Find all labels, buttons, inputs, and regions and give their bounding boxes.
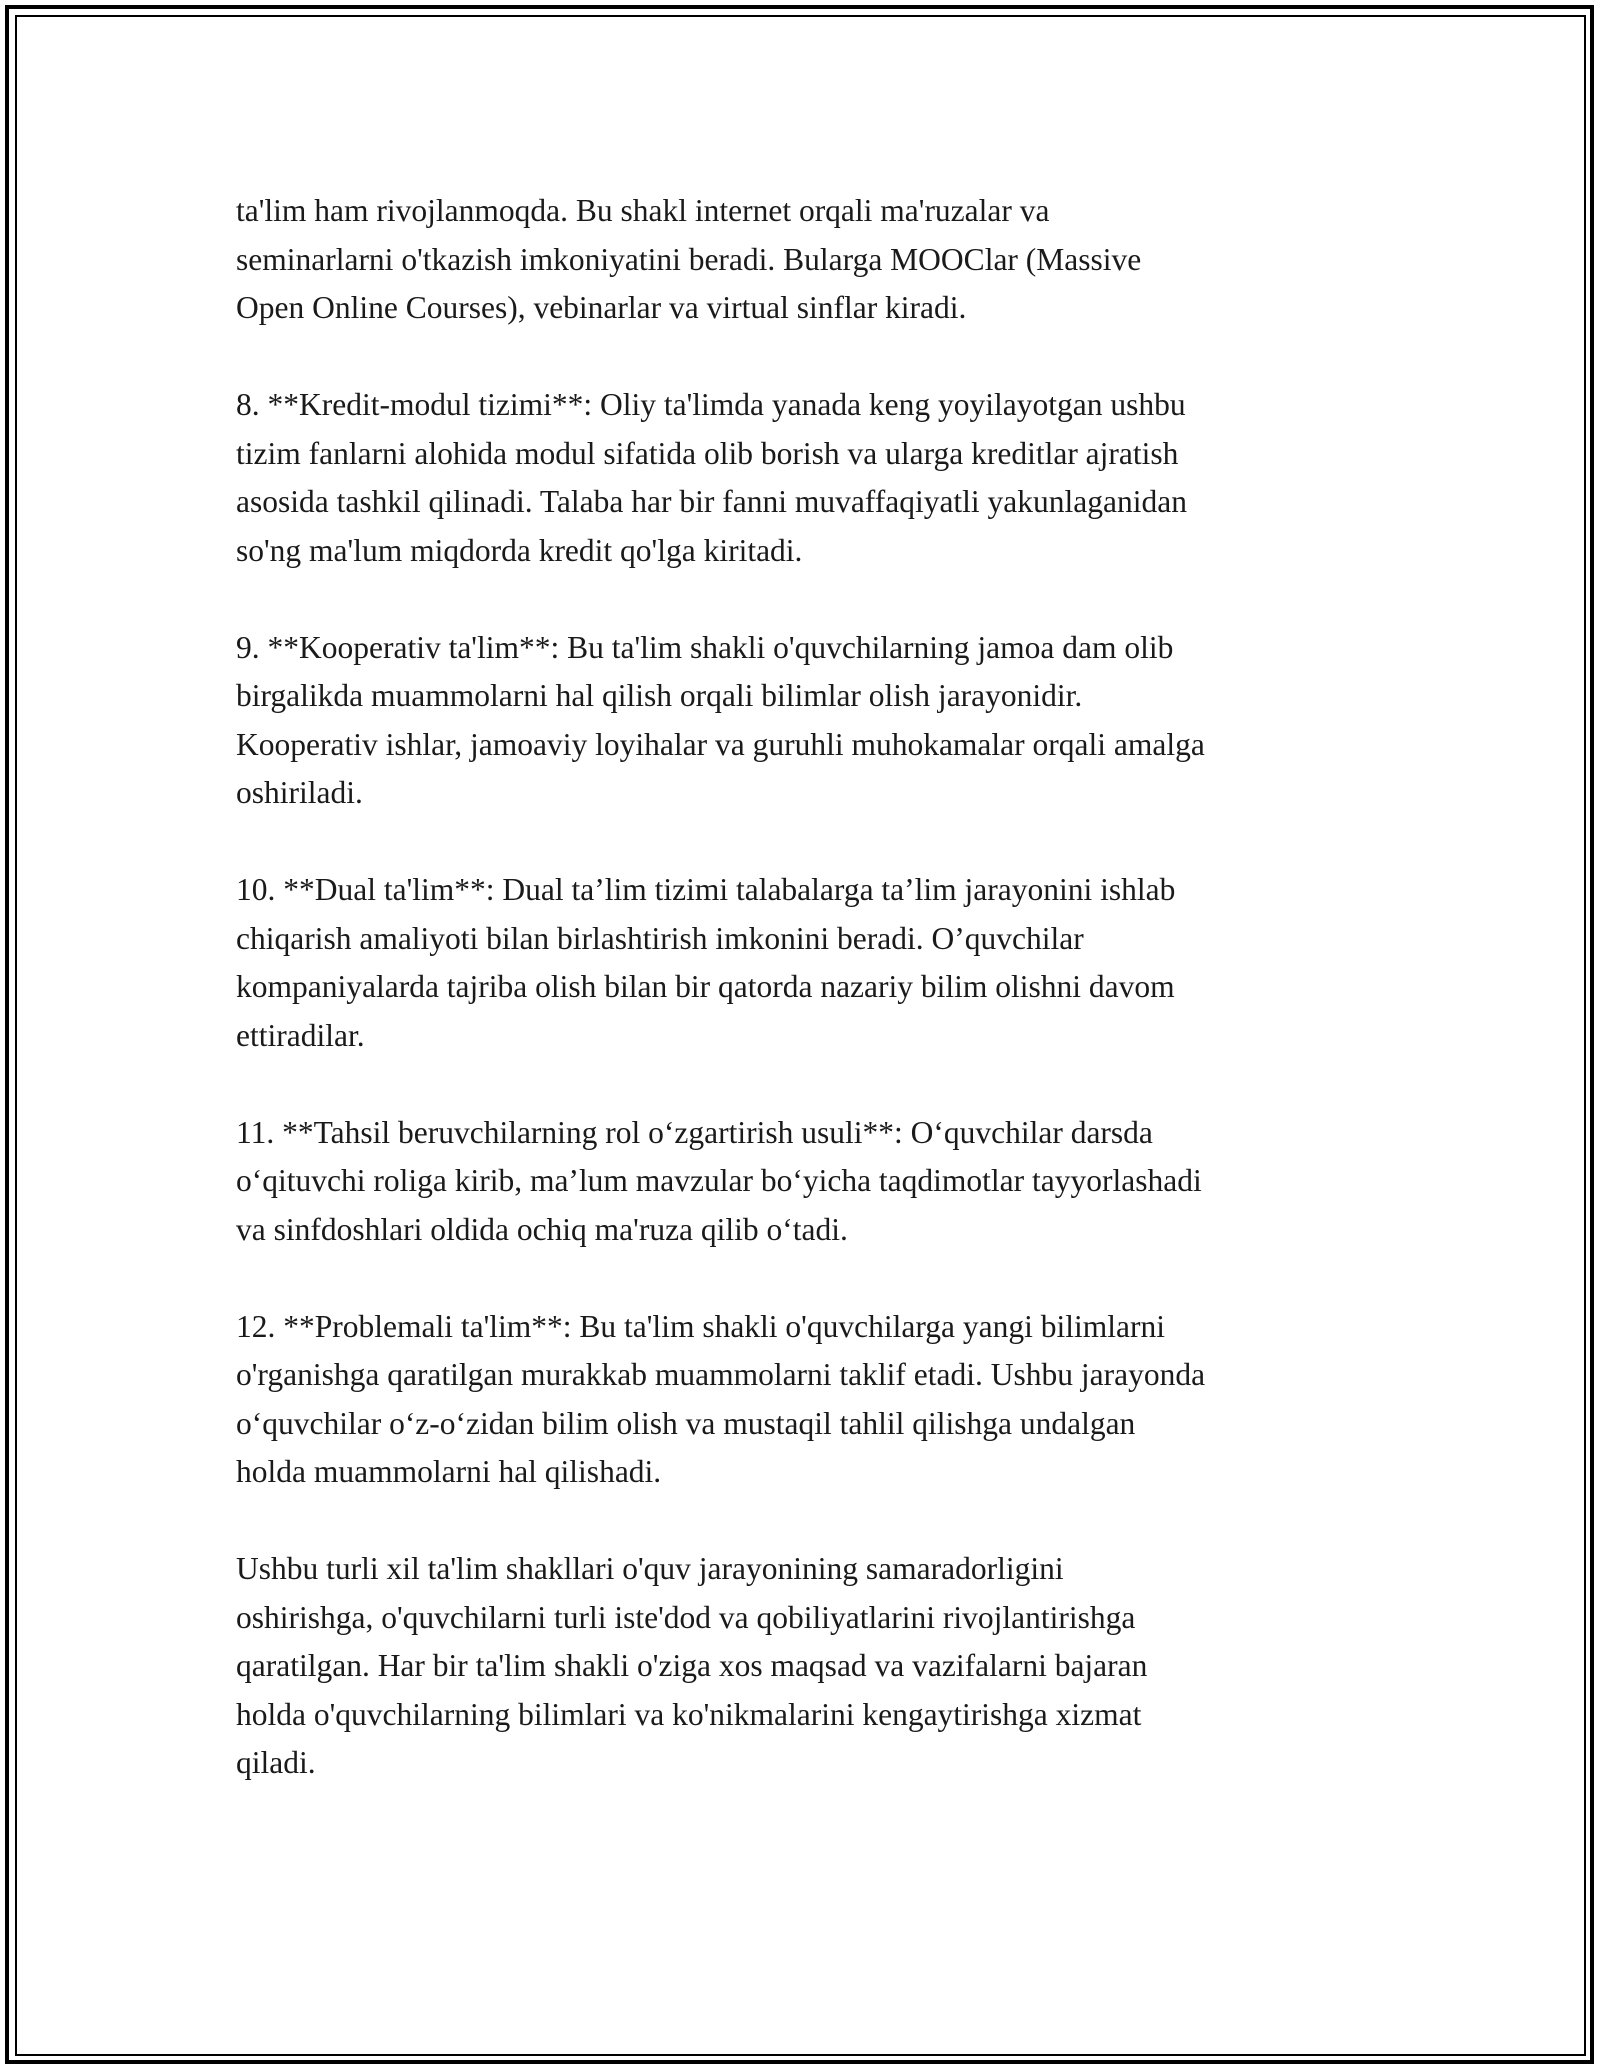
- paragraph-dual-learning: 10. **Dual ta'lim**: Dual ta’lim tizimi talabalarga ta’lim jarayonini ishlab chiqarish amaliyoti bilan birlashtirish imkonini beradi. O’quvchilar kompaniyalarda tajriba olish bilan bir qatorda nazariy bilim olishni davom ettiradilar.: [236, 872, 1176, 1053]
- paragraph-online-learning: ta'lim ham rivojlanmoqda. Bu shakl internet orqali ma'ruzalar va seminarlarni o'tkazish imkoniyatini beradi. Bularga MOOClar (Massive Open Online Courses), vebinarlar va virtual sinflar kiradi.: [236, 193, 1142, 325]
- paragraph-conclusion: Ushbu turli xil ta'lim shakllari o'quv jarayonining samaradorligini oshirishga, o'quvchilarni turli iste'dod va qobiliyatlarini rivojlantirishga qaratilgan. Har bir ta'lim shakli o'ziga xos maqsad va vazifalarni bajaran holda o'quvchilarning bilimlari va ko'nikmalarini kengaytirishga xizmat qiladi.: [236, 1551, 1148, 1780]
- paragraph-cooperative-learning: 9. **Kooperativ ta'lim**: Bu ta'lim shakli o'quvchilarning jamoa dam olib birgalikda muammolarni hal qilish orqali bilimlar olish jarayonidir. Kooperativ ishlar, jamoaviy loyihalar va guruhli muhokamalar orqali amalga oshiriladi.: [236, 629, 1205, 810]
- paragraph-problem-based-learning: 12. **Problemali ta'lim**: Bu ta'lim shakli o'quvchilarga yangi bilimlarni o'rganishga qaratilgan murakkab muammolarni taklif etadi. Ushbu jarayonda o‘quvchilar o‘z-o‘zidan bilim olish va mustaqil tahlil qilishga undalgan holda muammolarni hal qilishadi.: [236, 1308, 1206, 1489]
- document-body: [236, 187, 1376, 1836]
- paragraph-role-switching-method: 11. **Tahsil beruvchilarning rol o‘zgartirish usuli**: O‘quvchilar darsda o‘qituvchi roliga kirib, ma’lum mavzular bo‘yicha taqdimotlar tayyorlashadi va sinfdoshlari oldida ochiq ma'ruza qilib o‘tadi.: [236, 1114, 1202, 1247]
- paragraph-credit-module-system: 8. **Kredit-modul tizimi**: Oliy ta'limda yanada keng yoyilayotgan ushbu tizim fanlarni alohida modul sifatida olib borish va ularga kreditlar ajratish asosida tashkil qilinadi. Talaba har bir fanni muvaffaqiyatli yakunlaganidan so'ng ma'lum miqdorda kredit qo'lga kiritadi.: [236, 387, 1187, 568]
